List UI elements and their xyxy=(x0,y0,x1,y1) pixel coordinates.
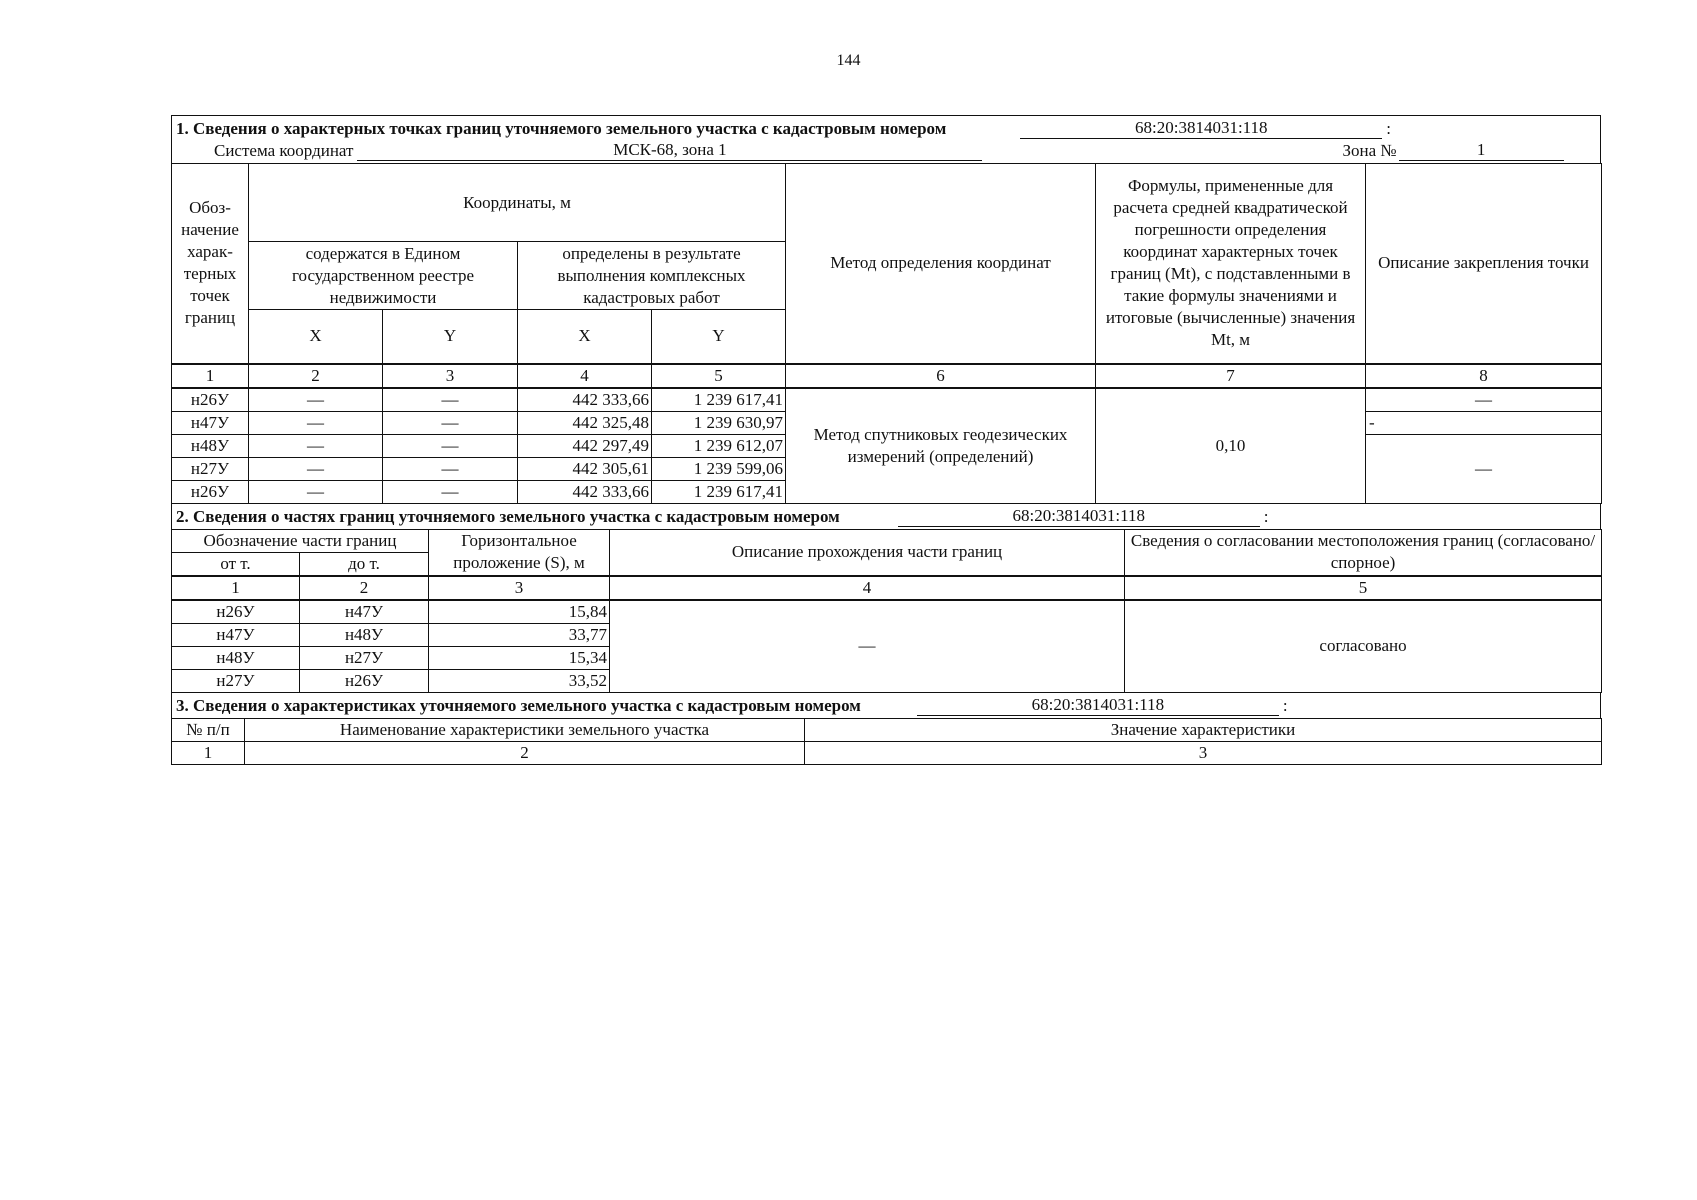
col-number: 4 xyxy=(518,364,652,388)
header-part-designation: Обозначение части границ xyxy=(172,529,429,552)
to-point: н47У xyxy=(300,600,429,624)
section3-cadastral-number: 68:20:3814031:118 xyxy=(917,695,1279,716)
col-number: 2 xyxy=(249,364,383,388)
col-number: 1 xyxy=(172,741,245,764)
section1-table xyxy=(171,163,1602,504)
header-complex: определены в результате выполнения комплексных кадастровых работ xyxy=(518,242,786,310)
distance-value: 33,52 xyxy=(429,669,610,692)
col-number: 3 xyxy=(429,576,610,600)
coord-system-label: Система координат xyxy=(214,141,354,160)
to-point: н27У xyxy=(300,646,429,669)
header-to: до т. xyxy=(300,552,429,576)
fixing-value: - xyxy=(1366,411,1602,434)
y2-value: 1 239 630,97 xyxy=(652,411,786,434)
header-x1: X xyxy=(249,310,383,364)
header-num: № п/п xyxy=(172,718,245,741)
x2-value: 442 325,48 xyxy=(518,411,652,434)
point-name: н48У xyxy=(172,434,249,457)
col-number: 4 xyxy=(610,576,1125,600)
section2-table xyxy=(171,529,1602,693)
section1-title: 1. Сведения о характерных точках границ уточняемого земельного участка с кадастровым номером xyxy=(176,119,947,138)
col-number: 3 xyxy=(805,741,1602,764)
distance-value: 15,84 xyxy=(429,600,610,624)
y2-value: 1 239 599,06 xyxy=(652,457,786,480)
header-description: Описание прохождения части границ xyxy=(610,529,1125,576)
section1-cadastral-number: 68:20:3814031:118 xyxy=(1020,118,1382,139)
y1-value: — xyxy=(383,457,518,480)
header-designation: Обоз- начение харак- терных точек границ xyxy=(172,164,249,364)
from-point: н47У xyxy=(172,623,300,646)
header-fixing: Описание закрепления точки xyxy=(1366,164,1602,364)
header-method: Метод определения координат xyxy=(786,164,1096,364)
header-x2: X xyxy=(518,310,652,364)
point-name: н26У xyxy=(172,480,249,503)
zone-value: 1 xyxy=(1399,140,1564,161)
col-number: 6 xyxy=(786,364,1096,388)
section1-header xyxy=(171,115,1601,163)
section3-header xyxy=(171,693,1601,718)
x1-value: — xyxy=(249,388,383,412)
col-number: 7 xyxy=(1096,364,1366,388)
agreement-value: согласовано xyxy=(1125,600,1602,693)
section2-header xyxy=(171,504,1601,529)
col-number: 2 xyxy=(300,576,429,600)
col-number: 2 xyxy=(245,741,805,764)
section3-table xyxy=(171,718,1602,765)
header-from: от т. xyxy=(172,552,300,576)
x2-value: 442 297,49 xyxy=(518,434,652,457)
from-point: н27У xyxy=(172,669,300,692)
col-number: 3 xyxy=(383,364,518,388)
y2-value: 1 239 617,41 xyxy=(652,388,786,412)
zone-label: Зона № xyxy=(1342,141,1397,160)
to-point: н48У xyxy=(300,623,429,646)
section2-cadastral-number: 68:20:3814031:118 xyxy=(898,506,1260,527)
header-characteristic-name: Наименование характеристики земельного участка xyxy=(245,718,805,741)
section3-colon: : xyxy=(1282,695,1288,715)
x1-value: — xyxy=(249,434,383,457)
col-number: 5 xyxy=(1125,576,1602,600)
fixing-value: — xyxy=(1366,434,1602,503)
distance-value: 33,77 xyxy=(429,623,610,646)
x2-value: 442 305,61 xyxy=(518,457,652,480)
x1-value: — xyxy=(249,480,383,503)
header-formulas: Формулы, примененные для расчета средней квадратической погрешности определения координат характерных точек границ (Mt), с подставленными в такие формулы значениями и итоговые (вычисленные) значения Mt, м xyxy=(1096,164,1366,364)
section2-title: 2. Сведения о частях границ уточняемого земельного участка с кадастровым номером xyxy=(176,506,840,526)
fixing-value: — xyxy=(1366,388,1602,412)
x1-value: — xyxy=(249,457,383,480)
col-number: 1 xyxy=(172,364,249,388)
header-characteristic-value: Значение характеристики xyxy=(805,718,1602,741)
header-y2: Y xyxy=(652,310,786,364)
y2-value: 1 239 612,07 xyxy=(652,434,786,457)
header-agreement: Сведения о согласовании местоположения границ (согласовано/спорное) xyxy=(1125,529,1602,576)
col-number: 8 xyxy=(1366,364,1602,388)
table-row xyxy=(172,388,1602,412)
x2-value: 442 333,66 xyxy=(518,480,652,503)
y1-value: — xyxy=(383,434,518,457)
from-point: н26У xyxy=(172,600,300,624)
section1-colon: : xyxy=(1386,119,1392,138)
to-point: н26У xyxy=(300,669,429,692)
y1-value: — xyxy=(383,480,518,503)
document-body xyxy=(171,115,1601,765)
coord-system-value: МСК-68, зона 1 xyxy=(357,140,982,161)
section2-colon: : xyxy=(1263,506,1269,526)
point-name: н27У xyxy=(172,457,249,480)
y2-value: 1 239 617,41 xyxy=(652,480,786,503)
from-point: н48У xyxy=(172,646,300,669)
mt-value: 0,10 xyxy=(1096,388,1366,504)
y1-value: — xyxy=(383,388,518,412)
description-value: — xyxy=(610,600,1125,693)
col-number: 5 xyxy=(652,364,786,388)
x2-value: 442 333,66 xyxy=(518,388,652,412)
header-y1: Y xyxy=(383,310,518,364)
distance-value: 15,34 xyxy=(429,646,610,669)
page-number: 144 xyxy=(836,52,861,69)
point-name: н47У xyxy=(172,411,249,434)
method-value: Метод спутниковых геодезических измерений (определений) xyxy=(786,388,1096,504)
col-number: 1 xyxy=(172,576,300,600)
point-name: н26У xyxy=(172,388,249,412)
header-coordinates: Координаты, м xyxy=(249,164,786,242)
x1-value: — xyxy=(249,411,383,434)
header-horizontal: Горизонтальное проложение (S), м xyxy=(429,529,610,576)
header-egrn: содержатся в Едином государственном реестре недвижимости xyxy=(249,242,518,310)
section3-title: 3. Сведения о характеристиках уточняемого земельного участка с кадастровым номером xyxy=(176,695,861,715)
y1-value: — xyxy=(383,411,518,434)
table-row xyxy=(172,600,1602,624)
